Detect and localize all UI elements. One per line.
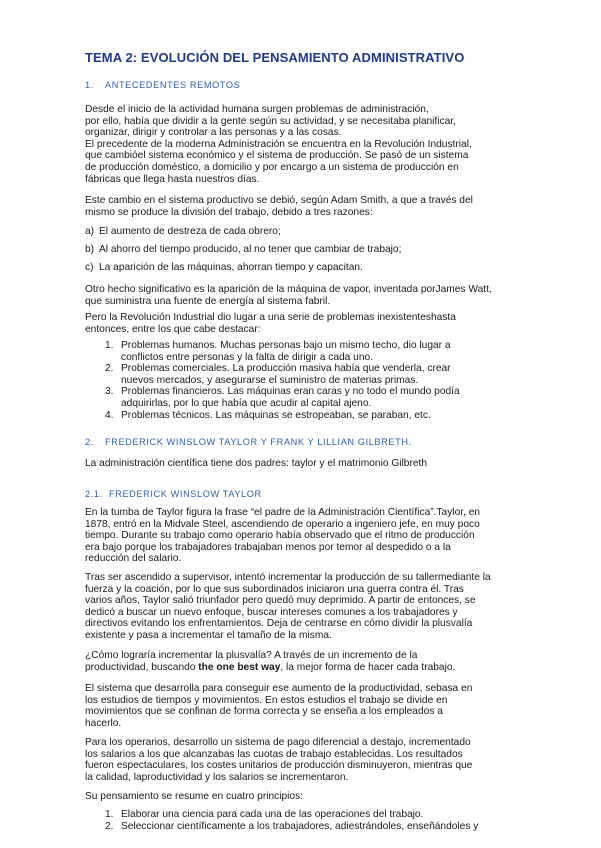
paragraph-plusvalia: ¿Cómo lograría incrementar la plusvalía? A través de un incremento de la productividad, buscando the one best way, la mejor forma de hacer cada trabajo. (85, 650, 456, 673)
section-1-heading (85, 80, 240, 90)
section-number: 1. (85, 80, 94, 90)
reason-b: b) Al ahorro del tiempo producido, al no tener que cambiar de trabajo; (85, 244, 402, 255)
problems-list (105, 340, 517, 421)
list-item: 1. Elaborar una ciencia para cada una de las operaciones del trabajo. (105, 809, 424, 820)
section-number: 2. (85, 437, 94, 447)
page-title: TEMA 2: EVOLUCIÓN DEL PENSAMIENTO ADMINISTRATIVO (85, 50, 465, 65)
section-2-1-heading (85, 489, 262, 499)
bold-phrase: the one best way (198, 661, 281, 673)
section-title: FREDERICK WINSLOW TAYLOR (109, 489, 262, 499)
section-number: 2.1. (85, 489, 103, 499)
section-title: ANTECEDENTES REMOTOS (105, 80, 241, 90)
paragraph-principios: Su pensamiento se resume en cuatro principios: (85, 791, 304, 802)
paragraph-tumba-taylor: En la tumba de Taylor figura la frase “el padre de la Administración Científica”.Taylor, en 1878, entró en la Midvale Steel, ascendiendo de operario a ingeniero jefe, en muy poco tiempo. Durante su trabajo como operario había observado que el ritmo de producción era bajo porque los trabajadores trabajaban menos por temor al despedido o a la reducción del salario. (85, 507, 481, 565)
paragraph-supervisor: Tras ser ascendido a supervisor, intentó incrementar la producción de su tallermediante la fuerza y la coación, por lo que sus subordinados iniciaron una guerra contra él. Tras varios años, Taylor salió triunfador pero quedó muy deprimido. A partir de entonces, se dedicó a buscar un nuevo enfoque, buscar intereses comunes a los trabajadores y directivos evitando los enfrentamientos. Deja de centrarse en cómo dividir la plusvalía existente y pasa a incrementar el tamaño de la misma. (85, 572, 491, 641)
paragraph-problemas: Pero la Revolución Industrial dio lugar a una serie de problemas inexistenteshasta entonces, entre los que cabe destacar: (85, 312, 456, 335)
paragraph-maquina-vapor: Otro hecho significativo es la aparición de la máquina de vapor, inventada porJames Watt, que suministra una fuente de energía al sistema fabril. (85, 284, 492, 307)
paragraph-division-trabajo: Este cambio en el sistema productivo se debió, según Adam Smith, a que a través del mismo se produce la división del trabajo, debido a tres razones: (85, 195, 473, 218)
list-item: 3. Problemas financieros. Las máquinas eran caras y no todo el mundo podía adquirirlas, por lo que había que acudir al capital ajeno. (105, 386, 460, 409)
paragraph-dos-padres: La administración científica tiene dos padres: taylor y el matrimonio Gilbreth (85, 458, 428, 469)
paragraph-tiempos-movimientos: El sistema que desarrolla para conseguir ese aumento de la productividad, sebasa en los estudios de tiempos y movimientos. En estos estudios el trabajo se divide en movimientos que se confinan de forma correcta y se enseña a los empleados a hacerlo. (85, 683, 473, 729)
principles-list (105, 809, 517, 832)
paragraph-intro: Desde el inicio de la actividad humana surgen problemas de administración, por ello, había que dividir a la gente según su actividad, y se necesitaba planificar, organizar, dirigir y controlar a las personas y a las cosas. El precedente de la moderna Administración se encuentra en la Revolución Industrial, que cambióel sistema económico y el sistema de producción. Se pasó de un sistema de producción doméstico, a domicilio y por encargo a un sistema de producción en fábricas que llega hasta nuestros días. (85, 104, 472, 185)
list-item: 1. Problemas humanos. Muchas personas bajo un mismo techo, dio lugar a conflictos entre personas y la falta de dirigir a cada uno. (105, 340, 451, 363)
list-item: 2. Seleccionar científicamente a los trabajadores, adiestrándoles, enseñándoles y (105, 820, 479, 832)
list-item: 2. Problemas comerciales. La producción masiva había que venderla, crear nuevos mercados, y asegurarse el suministro de materias primas. (105, 363, 451, 386)
paragraph-pago-destajo: Para los operarios, desarrollo un sistema de pago diferencial a destajo, incrementado los salarios a los que alcanzabas las cuotas de trabajo establecidas. Los resultados fueron espectaculares, los costes unitarios de producción disminuyeron, mientras que la calidad, laproductividad y los salarios se incrementaron. (85, 737, 473, 783)
reason-a: a) El aumento de destreza de cada obrero; (85, 226, 281, 237)
section-2-heading (85, 437, 412, 447)
list-item: 4. Problemas técnicos. Las máquinas se estropeaban, se paraban, etc. (105, 409, 431, 421)
reason-c: c) La aparición de las máquinas, ahorran tiempo y capacitan. (85, 262, 363, 273)
section-title: FREDERICK WINSLOW TAYLOR Y FRANK Y LILLIAN GILBRETH. (105, 437, 412, 447)
